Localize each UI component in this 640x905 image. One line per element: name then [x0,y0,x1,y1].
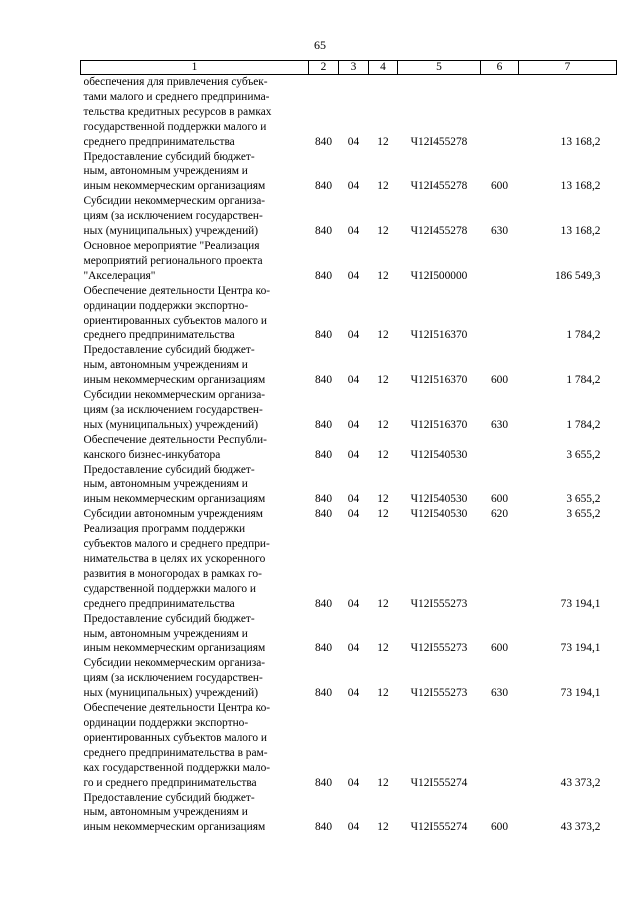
section-code: 04 [347,225,360,238]
description-line: иным некоммерческим организациям [83,821,266,834]
ministry-code: 840 [314,180,333,193]
expense-type-code [481,239,519,284]
description-line: нимательства в целях их ускоренного [83,553,266,565]
subsection-code: 12 [377,135,389,148]
header-col-3: 3 [339,61,369,75]
subsection-code: 12 [377,374,389,387]
description-line: Предоставление субсидий бюджет- [83,150,255,163]
description-line: мероприятий регионального проекта [83,254,263,267]
target-article-code: Ч12I555273 [410,642,468,655]
target-article-code: Ч12I555273 [410,597,468,610]
table-row [81,522,617,611]
target-article-code: Ч12I516370 [410,329,468,342]
description-line: государственной поддержки малого и [83,120,267,133]
description-line: ных (муниципальных) учреждений) [83,225,259,238]
expense-type-code: 600 [490,642,509,655]
target-article-code: Ч12I500000 [410,269,468,282]
target-article-code: Ч12I516370 [410,374,468,387]
table-row [81,388,617,433]
section-code: 04 [347,448,360,461]
description-line: среднего предпринимательства в рам- [83,746,268,759]
table-row [81,343,617,388]
description-line: среднего предпринимательства [83,597,235,610]
amount: 3 655,2 [566,493,601,506]
subsection-code: 12 [377,597,389,610]
amount: 13 168,2 [560,180,601,193]
expense-type-code: 630 [490,418,509,431]
expense-type-code: 630 [490,687,509,700]
header-col-7: 7 [519,61,617,75]
description-line: иным некоммерческим организациям [83,493,266,506]
ministry-code: 840 [314,597,333,610]
row-description [81,75,309,150]
section-code: 04 [347,776,360,789]
page-number: 65 [314,38,326,52]
ministry-code: 840 [314,508,333,521]
subsection-code: 12 [377,269,389,282]
table-row [81,507,617,522]
ministry-code: 840 [314,374,333,387]
table-row [81,239,617,284]
description-line: Обеспечение деятельности Центра ко- [83,702,271,715]
amount: 3 655,2 [566,448,601,461]
ministry-code: 840 [314,642,333,655]
section-code: 04 [347,135,360,148]
section-code: 04 [347,821,360,834]
description-line: ординации поддержки экспортно- [83,299,249,312]
target-article-code: Ч12I555274 [410,776,468,789]
expense-type-code: 600 [490,374,509,387]
description-line: Основное мероприятие "Реализация [83,239,260,252]
description-line: ным, автономным учреждениям и [83,478,248,491]
amount: 1 784,2 [566,329,601,342]
description-line: тельства кредитных ресурсов в рамках [83,105,272,118]
row-description [81,388,309,433]
subsection-code: 12 [377,821,389,834]
row-description [81,194,309,239]
subsection-code: 12 [377,225,389,238]
row-description [81,701,309,790]
table-row [81,612,617,657]
description-line: Субсидии некоммерческим организа- [83,195,266,208]
expense-type-code: 630 [490,225,509,238]
description-line: циям (за исключением государствен- [83,210,263,223]
section-code: 04 [347,269,360,282]
table-row [81,656,617,701]
row-description [81,433,309,463]
table-row [81,150,617,195]
description-line: обеспечения для привлечения субъек- [83,76,268,88]
description-line: Предоставление субсидий бюджет- [83,791,255,804]
row-description [81,150,309,195]
description-line: Обеспечение деятельности Центра ко- [83,284,271,297]
section-code: 04 [347,597,360,610]
row-description [81,507,309,522]
description-line: Предоставление субсидий бюджет- [83,344,255,357]
section-code: 04 [347,418,360,431]
target-article-code: Ч12I455278 [410,135,468,148]
header-col-5: 5 [398,61,481,75]
ministry-code: 840 [314,776,333,789]
target-article-code: Ч12I540530 [410,508,468,521]
description-line: ным, автономным учреждениям и [83,627,248,640]
table-body [81,75,617,836]
subsection-code: 12 [377,493,389,506]
header-col-4: 4 [369,61,398,75]
table-row [81,791,617,836]
amount: 13 168,2 [560,225,601,238]
description-line: канского бизнес-инкубатора [83,448,221,461]
target-article-code: Ч12I516370 [410,418,468,431]
header-col-1: 1 [81,61,309,75]
expense-type-code [481,284,519,344]
header-row [81,61,617,75]
row-description [81,656,309,701]
header-col-2: 2 [309,61,339,75]
description-line: иным некоммерческим организациям [83,642,266,655]
description-line: ординации поддержки экспортно- [83,716,249,729]
table-row [81,433,617,463]
description-line: среднего предпринимательства [83,329,235,342]
description-line: Реализация программ поддержки [83,523,246,536]
description-line: ных (муниципальных) учреждений) [83,687,259,700]
description-line: Обеспечение деятельности Республи- [83,433,267,446]
description-line: ным, автономным учреждениям и [83,806,248,819]
section-code: 04 [347,180,360,193]
section-code: 04 [347,687,360,700]
description-line: циям (за исключением государствен- [83,672,263,685]
expense-type-code: 600 [490,493,509,506]
section-code: 04 [347,508,360,521]
row-description [81,284,309,344]
description-line: ориентированных субъектов малого и [83,731,268,744]
ministry-code: 840 [314,687,333,700]
description-line: Предоставление субсидий бюджет- [83,612,255,625]
table-row [81,75,617,150]
ministry-code: 840 [314,493,333,506]
subsection-code: 12 [377,642,389,655]
amount: 43 373,2 [560,776,601,789]
subsection-code: 12 [377,329,389,342]
amount: 13 168,2 [560,135,601,148]
row-description [81,791,309,836]
budget-table [80,60,617,835]
amount: 1 784,2 [566,374,601,387]
table-row [81,463,617,508]
row-description [81,522,309,611]
amount: 73 194,1 [560,597,601,610]
amount: 73 194,1 [560,687,601,700]
table-row [81,284,617,344]
description-line: Субсидии автономным учреждениям [83,508,263,521]
expense-type-code [481,701,519,790]
subsection-code: 12 [377,687,389,700]
row-description [81,239,309,284]
section-code: 04 [347,642,360,655]
target-article-code: Ч12I540530 [410,448,468,461]
target-article-code: Ч12I540530 [410,493,468,506]
section-code: 04 [347,493,360,506]
description-line: циям (за исключением государствен- [83,403,263,416]
amount: 73 194,1 [560,642,601,655]
description-line: среднего предпринимательства [83,135,235,148]
description-line: го и среднего предпринимательства [83,776,257,789]
description-line: тами малого и среднего предпринима- [83,90,270,103]
expense-type-code [481,522,519,611]
row-description [81,463,309,508]
subsection-code: 12 [377,418,389,431]
ministry-code: 840 [314,225,333,238]
subsection-code: 12 [377,448,389,461]
expense-type-code: 620 [490,508,509,521]
target-article-code: Ч12I555273 [410,687,468,700]
table-row [81,701,617,790]
description-line: Предоставление субсидий бюджет- [83,463,255,476]
expense-type-code: 600 [490,821,509,834]
subsection-code: 12 [377,776,389,789]
row-description [81,612,309,657]
amount: 1 784,2 [566,418,601,431]
target-article-code: Ч12I455278 [410,225,468,238]
target-article-code: Ч12I555274 [410,821,468,834]
description-line: ках государственной поддержки мало- [83,761,271,774]
expense-type-code: 600 [490,180,509,193]
description-line: сударственной поддержки малого и [83,582,257,595]
description-line: субъектов малого и среднего предпри- [83,538,270,551]
ministry-code: 840 [314,448,333,461]
ministry-code: 840 [314,269,333,282]
table-header [81,61,617,75]
amount: 3 655,2 [566,508,601,521]
ministry-code: 840 [314,135,333,148]
amount: 43 373,2 [560,821,601,834]
description-line: ориентированных субъектов малого и [83,314,268,327]
section-code: 04 [347,329,360,342]
description-line: иным некоммерческим организациям [83,180,266,193]
expense-type-code [481,433,519,463]
subsection-code: 12 [377,180,389,193]
description-line: иным некоммерческим организациям [83,374,266,387]
description-line: ных (муниципальных) учреждений) [83,418,259,431]
table-row [81,194,617,239]
ministry-code: 840 [314,329,333,342]
subsection-code: 12 [377,508,389,521]
description-line: Субсидии некоммерческим организа- [83,657,266,670]
description-line: ным, автономным учреждениям и [83,165,248,178]
row-description [81,343,309,388]
description-line: развития в моногородах в рамках го- [83,567,262,580]
description-line: ным, автономным учреждениям и [83,359,248,372]
ministry-code: 840 [314,418,333,431]
section-code: 04 [347,374,360,387]
target-article-code: Ч12I455278 [410,180,468,193]
amount: 186 549,3 [554,269,601,282]
ministry-code: 840 [314,821,333,834]
expense-type-code [481,75,519,150]
header-col-6: 6 [481,61,519,75]
description-line: "Акселерация" [83,269,156,282]
description-line: Субсидии некоммерческим организа- [83,389,266,402]
